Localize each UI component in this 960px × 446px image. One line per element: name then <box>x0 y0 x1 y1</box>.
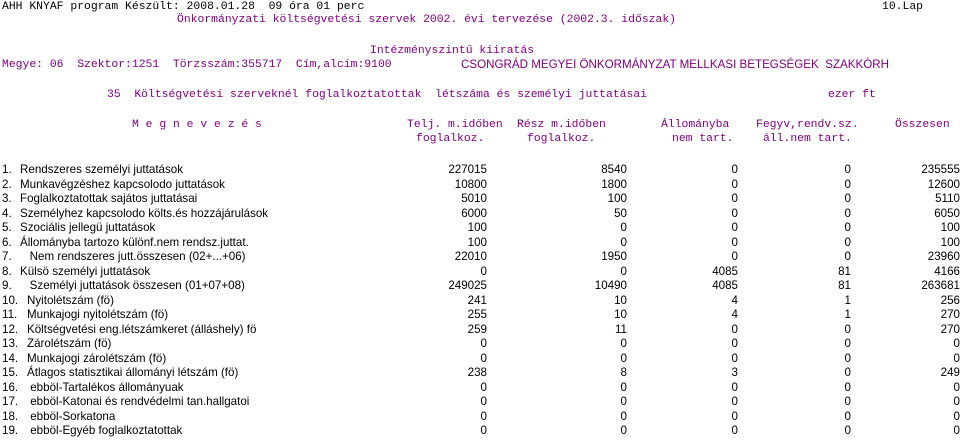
row-value-col5: 270 <box>940 308 960 321</box>
row-number: 7. <box>2 250 12 263</box>
row-value-col5: 6050 <box>934 206 960 220</box>
row-label: Személyi juttatások összesen (01+07+08) <box>20 279 245 292</box>
row-value-col1: 238 <box>467 366 487 379</box>
row-label: Költségvetési eng.létszámkeret (álláshely) fö <box>27 322 257 336</box>
col-not-staff-header: Állományba <box>661 119 730 131</box>
row-number: 13. <box>2 337 19 350</box>
row-label: ebböl-Katonai és rendvédelmi tan.hallgatoi <box>27 395 250 408</box>
row-value-col3: 0 <box>731 177 738 191</box>
row-value-col5: 4166 <box>934 264 960 278</box>
row-value-col1: 0 <box>480 409 487 423</box>
row-value-col3: 4 <box>731 308 738 321</box>
row-label: Rendszeres személyi juttatások <box>20 163 184 176</box>
table-row <box>0 308 960 322</box>
row-value-col3: 0 <box>731 337 738 350</box>
row-label: Nem rendszeres jutt.összesen (02+...+06) <box>20 250 246 263</box>
page-label: 10.Lap <box>882 1 924 13</box>
row-value-col2: 0 <box>620 264 627 278</box>
row-value-col5: 0 <box>953 424 960 437</box>
row-value-col4: 0 <box>844 206 851 220</box>
row-value-col3: 4085 <box>712 264 738 278</box>
row-value-col4: 0 <box>844 337 851 350</box>
table-row <box>0 424 960 438</box>
row-value-col2: 0 <box>620 395 627 408</box>
row-value-col5: 100 <box>940 221 960 234</box>
row-value-col4: 0 <box>844 424 851 437</box>
table-row <box>0 265 960 279</box>
row-value-col3: 0 <box>731 322 738 336</box>
col-part-time-header-2: foglalkoz. <box>527 133 596 145</box>
table-row <box>0 337 960 351</box>
row-value-col2: 1800 <box>601 177 627 191</box>
row-label: Nyitolétszám (fö) <box>27 293 114 307</box>
row-label: ebböl-Egyéb foglalkoztatottak <box>27 424 183 437</box>
row-label: Állományba tartozo különf.nem rendsz.juttat. <box>20 235 249 249</box>
row-number: 18. <box>2 409 19 423</box>
row-value-col5: 0 <box>953 380 960 394</box>
row-label: ebböl-Sorkatona <box>27 409 116 423</box>
row-number: 9. <box>2 279 12 292</box>
row-value-col2: 8540 <box>601 163 627 176</box>
row-value-col2: 0 <box>620 235 627 249</box>
row-value-col3: 4 <box>731 293 738 307</box>
row-value-col5: 100 <box>940 235 960 249</box>
row-value-col1: 100 <box>467 235 487 249</box>
row-value-col1: 22010 <box>454 250 487 263</box>
unit-label: ezer ft <box>828 89 876 101</box>
name-column-header: M e g n e v e z é s <box>132 119 262 131</box>
col-total-header: Összesen <box>895 119 950 131</box>
row-value-col5: 270 <box>940 322 960 336</box>
row-label: Foglalkoztatottak sajátos juttatásai <box>20 192 198 205</box>
table-row <box>0 381 960 395</box>
row-value-col3: 0 <box>731 351 738 365</box>
row-value-col1: 0 <box>480 264 487 278</box>
row-value-col4: 0 <box>844 351 851 365</box>
row-value-col3: 3 <box>731 366 738 379</box>
row-value-col2: 0 <box>620 337 627 350</box>
table-row <box>0 352 960 366</box>
row-value-col4: 81 <box>838 279 851 292</box>
table-row <box>0 395 960 409</box>
row-number: 6. <box>2 235 12 249</box>
institution-codes: Megye: 06 Szektor:1251 Törzsszám:355717 Cím,alcím:9100 <box>2 59 392 71</box>
row-value-col2: 50 <box>614 206 627 220</box>
report-subtitle: Önkormányzati költségvetési szervek 2002. évi tervezése (2002.3. időszak) <box>177 14 676 26</box>
row-value-col2: 0 <box>620 424 627 437</box>
row-label: Átlagos statisztikai állományi létszám (fö) <box>27 366 239 379</box>
section-title: Intézményszintű kiiratás <box>370 45 535 57</box>
row-value-col5: 0 <box>953 395 960 408</box>
row-value-col1: 0 <box>480 351 487 365</box>
row-value-col1: 6000 <box>461 206 487 220</box>
table-row <box>0 221 960 235</box>
row-value-col2: 8 <box>620 366 627 379</box>
row-value-col2: 10490 <box>594 279 627 292</box>
row-value-col1: 5010 <box>461 192 487 205</box>
table-row <box>0 250 960 264</box>
row-label: ebböl-Tartalékos állományuak <box>27 380 184 394</box>
row-value-col2: 0 <box>620 409 627 423</box>
row-label: Külsö személyi juttatások <box>20 264 151 278</box>
row-label: Zárolétszám (fö) <box>27 337 112 350</box>
row-number: 4. <box>2 206 12 220</box>
row-value-col3: 0 <box>731 192 738 205</box>
row-number: 15. <box>2 366 19 379</box>
col-full-time-header-2: foglalkoz. <box>416 133 485 145</box>
row-value-col1: 0 <box>480 424 487 437</box>
row-value-col3: 0 <box>731 235 738 249</box>
row-number: 17. <box>2 395 19 408</box>
row-value-col2: 10 <box>614 308 627 321</box>
row-number: 12. <box>2 322 19 336</box>
row-value-col4: 0 <box>844 221 851 234</box>
row-value-col5: 263681 <box>921 279 960 292</box>
col-part-time-header: Rész m.időben <box>517 119 606 131</box>
row-value-col1: 227015 <box>448 163 487 176</box>
row-value-col3: 0 <box>731 395 738 408</box>
row-value-col3: 0 <box>731 206 738 220</box>
row-value-col4: 0 <box>844 163 851 176</box>
row-number: 2. <box>2 177 12 191</box>
row-value-col4: 0 <box>844 250 851 263</box>
row-label: Személyhez kapcsolodo költs.és hozzájárulások <box>20 206 269 220</box>
row-value-col4: 0 <box>844 177 851 191</box>
row-value-col4: 0 <box>844 366 851 379</box>
row-value-col4: 0 <box>844 380 851 394</box>
row-value-col3: 0 <box>731 221 738 234</box>
row-value-col3: 0 <box>731 380 738 394</box>
row-value-col5: 12600 <box>927 177 960 191</box>
row-value-col4: 0 <box>844 409 851 423</box>
table-row <box>0 366 960 380</box>
row-value-col1: 0 <box>480 380 487 394</box>
table-row <box>0 236 960 250</box>
col-full-time-header: Telj. m.időben <box>407 119 503 131</box>
row-value-col3: 4085 <box>712 279 738 292</box>
row-value-col5: 0 <box>953 337 960 350</box>
table-row <box>0 192 960 206</box>
row-value-col5: 0 <box>953 351 960 365</box>
program-info: AHH KNYAF program Készült: 2008.01.28 09 óra 01 perc <box>2 1 365 13</box>
row-number: 5. <box>2 221 12 234</box>
row-number: 1. <box>2 163 12 176</box>
row-value-col1: 100 <box>467 221 487 234</box>
row-number: 14. <box>2 351 19 365</box>
row-value-col1: 0 <box>480 337 487 350</box>
col-armed-header: Fegyv,rendv.sz. <box>756 119 859 131</box>
row-value-col2: 100 <box>607 192 627 205</box>
row-value-col2: 1950 <box>601 250 627 263</box>
row-value-col1: 255 <box>467 308 487 321</box>
table-row <box>0 178 960 192</box>
table-row <box>0 163 960 177</box>
row-value-col3: 0 <box>731 409 738 423</box>
row-value-col5: 235555 <box>921 163 960 176</box>
row-value-col3: 0 <box>731 250 738 263</box>
col-not-staff-header-2: nem tart. <box>672 133 734 145</box>
row-value-col4: 1 <box>844 308 851 321</box>
row-number: 19. <box>2 424 19 437</box>
row-value-col5: 249 <box>940 366 960 379</box>
row-number: 11. <box>2 308 18 321</box>
row-value-col4: 0 <box>844 395 851 408</box>
row-value-col3: 0 <box>731 424 738 437</box>
row-value-col1: 0 <box>480 395 487 408</box>
row-value-col2: 0 <box>620 351 627 365</box>
table-title: 35 Költségvetési szerveknél foglalkoztatottak létszáma és személyi juttatásai <box>107 89 648 101</box>
row-value-col5: 23960 <box>927 250 960 263</box>
row-value-col4: 81 <box>838 264 851 278</box>
row-value-col1: 259 <box>467 322 487 336</box>
row-value-col1: 10800 <box>454 177 487 191</box>
table-row <box>0 323 960 337</box>
row-value-col4: 0 <box>844 192 851 205</box>
col-armed-header-2: áll.nem tart. <box>763 133 852 145</box>
row-number: 10. <box>2 293 19 307</box>
table-row <box>0 294 960 308</box>
table-row <box>0 207 960 221</box>
row-label: Munkavégzéshez kapcsolodo juttatások <box>20 177 225 191</box>
row-value-col2: 10 <box>614 293 627 307</box>
row-number: 8. <box>2 264 12 278</box>
row-label: Munkajogi zárolétszám (fö) <box>27 351 167 365</box>
row-value-col3: 0 <box>731 163 738 176</box>
table-row <box>0 279 960 293</box>
row-value-col1: 249025 <box>448 279 487 292</box>
row-value-col5: 256 <box>940 293 960 307</box>
row-value-col4: 1 <box>844 293 851 307</box>
row-value-col2: 0 <box>620 221 627 234</box>
row-value-col5: 5110 <box>935 192 960 205</box>
row-label: Szociális jellegü juttatások <box>20 221 156 234</box>
row-value-col2: 11 <box>614 322 627 336</box>
institution-name: CSONGRÁD MEGYEI ÖNKORMÁNYZAT MELLKASI BETEGSÉGEK SZAKKÓRH <box>461 58 889 71</box>
row-value-col1: 241 <box>467 293 487 307</box>
row-value-col4: 0 <box>844 322 851 336</box>
row-number: 3. <box>2 192 12 205</box>
table-row <box>0 410 960 424</box>
row-label: Munkajogi nyitolétszám (fö) <box>27 308 169 321</box>
row-value-col5: 0 <box>953 409 960 423</box>
row-value-col2: 0 <box>620 380 627 394</box>
row-number: 16. <box>2 380 19 394</box>
row-value-col4: 0 <box>844 235 851 249</box>
